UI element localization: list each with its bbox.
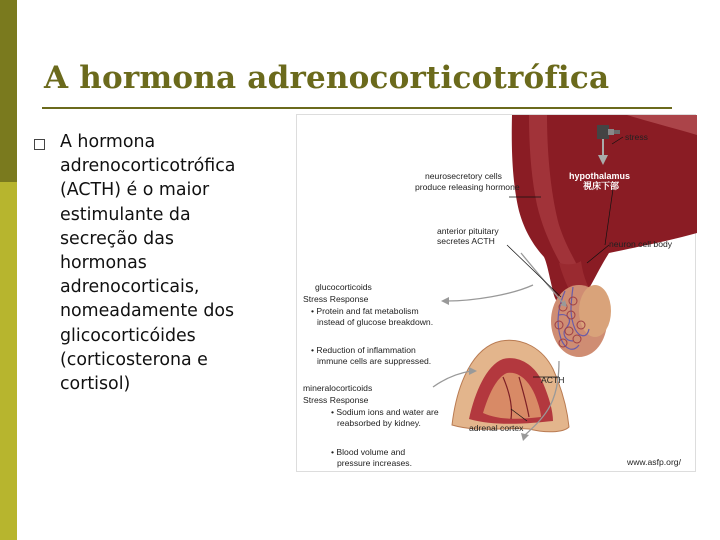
- pituitary-posterior: [579, 285, 611, 337]
- label-mineral-item1-a: • Sodium ions and water are: [331, 407, 439, 417]
- label-hypothalamus: hypothalamus: [569, 171, 631, 181]
- label-secretes-acth: secretes ACTH: [437, 236, 495, 246]
- label-neuron-cell-body: neuron cell body: [609, 239, 673, 249]
- label-neurosecretory: neurosecretory cells: [425, 171, 502, 181]
- sidebar-accent-top: [0, 0, 17, 182]
- label-gluco-item1-b: instead of glucose breakdown.: [317, 317, 434, 327]
- label-stress: stress: [625, 132, 648, 142]
- label-gluco-item2-a: • Reduction of inflammation: [311, 345, 416, 355]
- label-mineral-item2-b: pressure increases.: [337, 458, 412, 468]
- acth-diagram-illustration: [297, 115, 697, 473]
- title-underline: [42, 107, 672, 109]
- label-hypothalamus-cn: 視床下部: [583, 181, 620, 191]
- label-stress-response-2: Stress Response: [303, 395, 369, 405]
- label-neurosecretory-2: produce releasing hormone: [415, 182, 520, 192]
- label-mineral-item1-b: reabsorbed by kidney.: [337, 418, 421, 428]
- slide-title: A hormona adrenocorticotrófica: [44, 60, 610, 96]
- label-gluco-item1-a: • Protein and fat metabolism: [311, 306, 419, 316]
- label-credit: www.asfp.org/: [627, 457, 681, 467]
- label-mineral-item2-a: • Blood volume and: [331, 447, 406, 457]
- slide-body-text: A hormona adrenocorticotrófica (ACTH) é o maior estimulante da secreção das hormonas adrenocorticais, nomeadamente dos glicocorticóides (corticosterona e cortisol): [60, 132, 236, 395]
- label-glucocorticoids: glucocorticoids: [315, 282, 372, 292]
- label-acth: ACTH: [541, 375, 565, 385]
- label-adrenal-cortex: adrenal cortex: [469, 423, 524, 433]
- label-mineralocorticoids: mineralocorticoids: [303, 383, 373, 393]
- label-stress-response-1: Stress Response: [303, 294, 369, 304]
- acth-diagram: [296, 114, 696, 472]
- label-gluco-item2-b: immune cells are suppressed.: [317, 356, 432, 366]
- label-anterior-pituitary: anterior pituitary: [437, 226, 499, 236]
- bullet-square-icon: [34, 139, 45, 150]
